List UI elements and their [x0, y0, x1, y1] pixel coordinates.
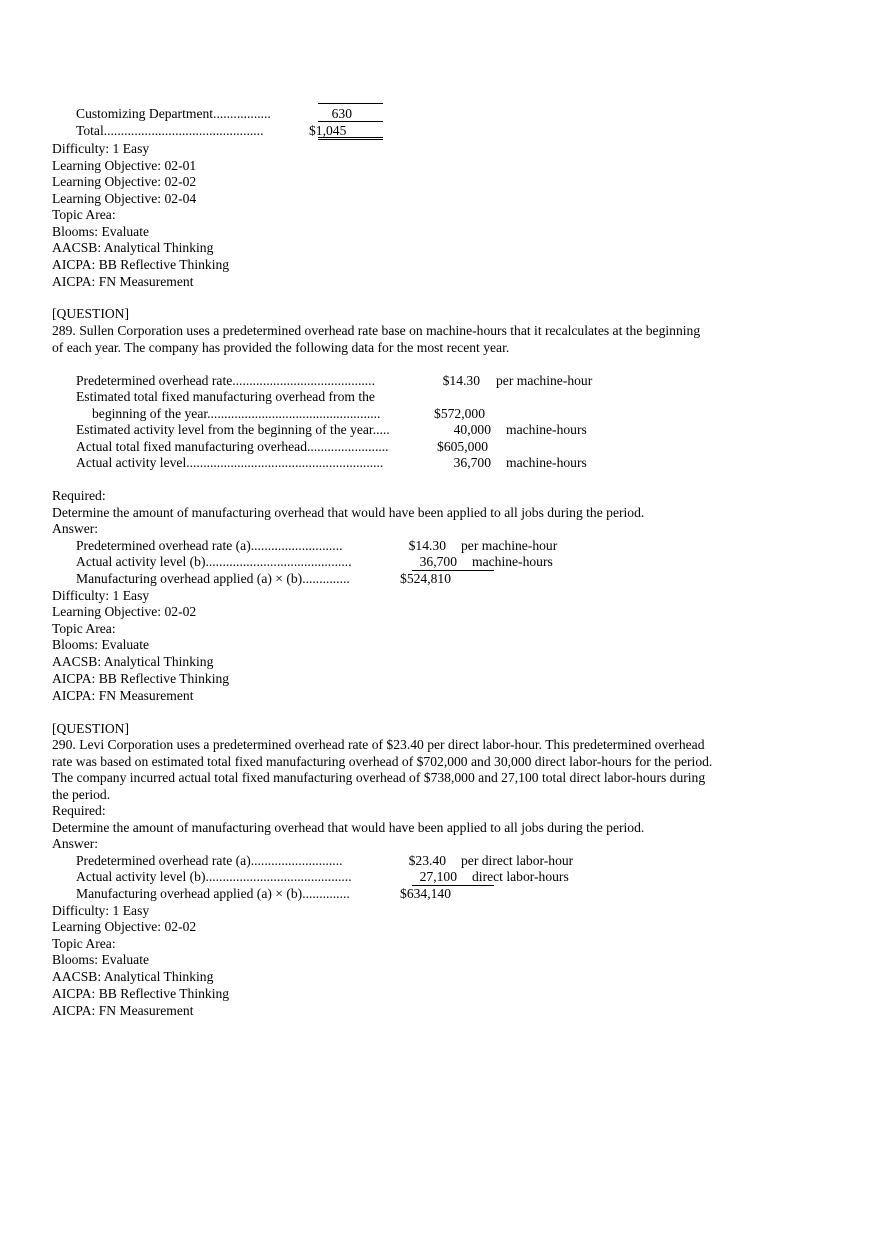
meta-line: Topic Area:	[52, 936, 116, 951]
meta-line: Difficulty: 1 Easy	[52, 903, 150, 918]
data-label: Actual total fixed manufacturing overhead........................	[76, 439, 389, 454]
meta-line: Topic Area:	[52, 207, 116, 222]
total-value: $1,045	[309, 123, 347, 138]
answer-label-line: Manufacturing overhead applied (a) × (b)..............	[76, 886, 350, 901]
top-rule	[318, 103, 383, 104]
question-text: of each year. The company has provided the following data for the most recent year.	[52, 340, 510, 355]
meta-line: AACSB: Analytical Thinking	[52, 969, 214, 984]
answer-value: $634,140	[400, 886, 451, 901]
total-double-rule-2	[318, 139, 383, 140]
answer-label-line: Manufacturing overhead applied (a) × (b)..............	[76, 571, 350, 586]
meta-line: AICPA: BB Reflective Thinking	[52, 257, 230, 272]
data-value: $14.30	[442, 373, 480, 388]
answer-label-line: Predetermined overhead rate (a)...........................	[76, 538, 343, 553]
answer-label-line: Actual activity level (b)...........................................	[76, 869, 352, 884]
meta-line: AACSB: Analytical Thinking	[52, 654, 214, 669]
meta-line: Blooms: Evaluate	[52, 224, 150, 239]
data-label: Estimated activity level from the beginning of the year.....	[76, 422, 390, 437]
meta-line: Topic Area:	[52, 621, 116, 636]
question-tag: [QUESTION]	[52, 306, 130, 321]
total-label: Total...............................................	[76, 123, 264, 138]
required-label: Required:	[52, 803, 106, 818]
total-double-rule-1	[318, 137, 383, 138]
meta-line: AACSB: Analytical Thinking	[52, 240, 214, 255]
data-value: $605,000	[437, 439, 488, 454]
answer-label: Answer:	[52, 836, 99, 851]
meta-line: Learning Objective: 02-02	[52, 174, 197, 189]
meta-line: Difficulty: 1 Easy	[52, 588, 150, 603]
question-text: 289. Sullen Corporation uses a predetermined overhead rate base on machine-hours that it recalculates at the beginning	[52, 323, 701, 338]
question-text: the period.	[52, 787, 111, 802]
meta-line: Difficulty: 1 Easy	[52, 141, 150, 156]
meta-line: AICPA: FN Measurement	[52, 274, 194, 289]
meta-line: Learning Objective: 02-02	[52, 919, 197, 934]
question-text: rate was based on estimated total fixed manufacturing overhead of $702,000 and 30,000 direct labor-hours for the period.	[52, 754, 713, 769]
required-text: Determine the amount of manufacturing overhead that would have been applied to all jobs during the period.	[52, 505, 645, 520]
answer-label-line: Actual activity level (b)...........................................	[76, 554, 352, 569]
top-row-label: Customizing Department.................	[76, 106, 271, 121]
answer-unit: direct labor-hours	[472, 869, 569, 884]
meta-line: AICPA: BB Reflective Thinking	[52, 986, 230, 1001]
meta-line: AICPA: FN Measurement	[52, 1003, 194, 1018]
meta-line: Blooms: Evaluate	[52, 637, 150, 652]
data-label: Estimated total fixed manufacturing overhead from the	[76, 389, 375, 404]
subtotal-rule	[318, 121, 383, 122]
meta-line: Learning Objective: 02-04	[52, 191, 197, 206]
answer-unit: machine-hours	[472, 554, 553, 569]
answer-unit: per direct labor-hour	[461, 853, 574, 868]
question-tag: [QUESTION]	[52, 721, 130, 736]
answer-label: Answer:	[52, 521, 99, 536]
answer-value: $524,810	[400, 571, 451, 586]
answer-unit: per machine-hour	[461, 538, 558, 553]
data-unit: machine-hours	[506, 455, 587, 470]
data-unit: per machine-hour	[496, 373, 593, 388]
data-value: $572,000	[434, 406, 485, 421]
answer-value: 27,100	[419, 869, 457, 884]
data-label: beginning of the year...................................................	[92, 406, 381, 421]
answer-label-line: Predetermined overhead rate (a)...........................	[76, 853, 343, 868]
data-unit: machine-hours	[506, 422, 587, 437]
question-text: The company incurred actual total fixed manufacturing overhead of $738,000 and 27,100 total direct labor-hours during	[52, 770, 706, 785]
answer-value: $14.30	[408, 538, 446, 553]
data-value: 40,000	[453, 422, 491, 437]
answer-value: $23.40	[408, 853, 446, 868]
meta-line: Learning Objective: 02-01	[52, 158, 197, 173]
data-label: Predetermined overhead rate..........................................	[76, 373, 375, 388]
required-label: Required:	[52, 488, 106, 503]
meta-line: AICPA: FN Measurement	[52, 688, 194, 703]
answer-value: 36,700	[419, 554, 457, 569]
top-row-value: 630	[331, 106, 352, 121]
data-value: 36,700	[453, 455, 491, 470]
meta-line: AICPA: BB Reflective Thinking	[52, 671, 230, 686]
meta-line: Blooms: Evaluate	[52, 952, 150, 967]
question-text: 290. Levi Corporation uses a predetermined overhead rate of $23.40 per direct labor-hour. This predetermined overhead	[52, 737, 705, 752]
data-label: Actual activity level..........................................................	[76, 455, 384, 470]
required-text: Determine the amount of manufacturing overhead that would have been applied to all jobs during the period.	[52, 820, 645, 835]
meta-line: Learning Objective: 02-02	[52, 604, 197, 619]
